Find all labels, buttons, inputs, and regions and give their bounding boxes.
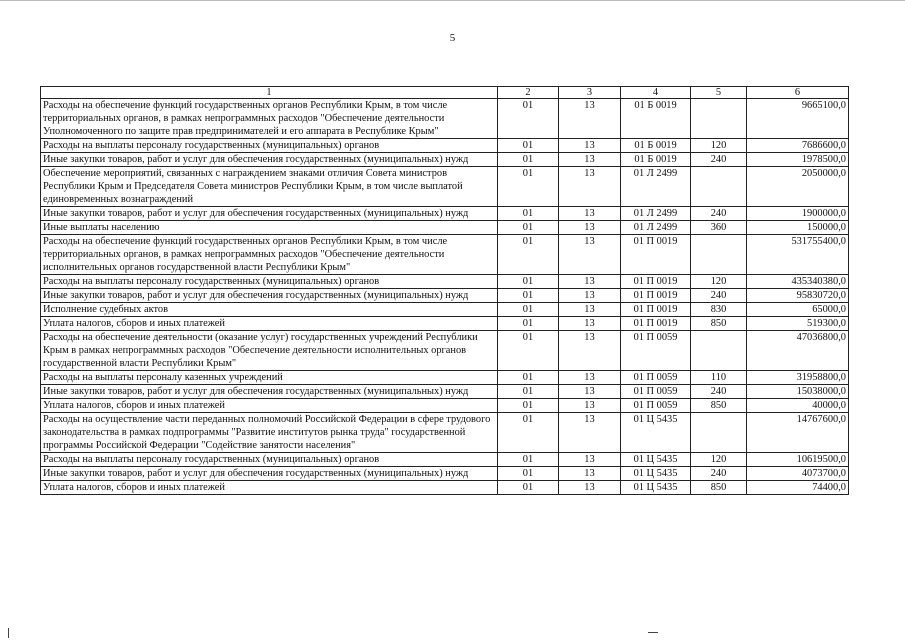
table-row: [41, 153, 849, 167]
cell-subsection: 13: [559, 453, 621, 467]
cell-expense-name: Расходы на выплаты персоналу государственных (муниципальных) органов: [41, 453, 498, 467]
table-row: [41, 207, 849, 221]
cell-subsection: 13: [559, 481, 621, 495]
header-col-3: 3: [559, 87, 621, 99]
cell-expense-type: 240: [691, 385, 747, 399]
header-col-4: 4: [621, 87, 691, 99]
cell-expense-type: [691, 99, 747, 139]
cell-amount: 47036800,0: [747, 331, 849, 371]
cell-target-article: 01 Ц 5435: [621, 467, 691, 481]
header-col-6: 6: [747, 87, 849, 99]
cell-section: 01: [498, 303, 559, 317]
cell-target-article: 01 Б 0019: [621, 99, 691, 139]
cell-expense-type: 120: [691, 453, 747, 467]
cell-expense-name: Обеспечение мероприятий, связанных с награждением знаками отличия Совета министров Республики Крым и Председателя Совета министров Республики Крым, в том числе выплатой единовременных вознаграждений: [41, 167, 498, 207]
cell-expense-name: Расходы на выплаты персоналу государственных (муниципальных) органов: [41, 275, 498, 289]
cell-expense-type: [691, 235, 747, 275]
page-number: 5: [449, 32, 456, 44]
cell-amount: 519300,0: [747, 317, 849, 331]
cell-expense-name: Иные закупки товаров, работ и услуг для обеспечения государственных (муниципальных) нужд: [41, 385, 498, 399]
cell-subsection: 13: [559, 235, 621, 275]
cell-amount: 65000,0: [747, 303, 849, 317]
cell-expense-name: Расходы на выплаты персоналу казенных учреждений: [41, 371, 498, 385]
cell-subsection: 13: [559, 153, 621, 167]
cell-section: 01: [498, 153, 559, 167]
cell-amount: 74400,0: [747, 481, 849, 495]
cell-amount: 95830720,0: [747, 289, 849, 303]
cell-amount: 40000,0: [747, 399, 849, 413]
cell-section: 01: [498, 235, 559, 275]
cell-expense-type: 360: [691, 221, 747, 235]
cell-target-article: 01 Л 2499: [621, 167, 691, 207]
cell-section: 01: [498, 275, 559, 289]
cell-expense-name: Уплата налогов, сборов и иных платежей: [41, 399, 498, 413]
cell-amount: 7686600,0: [747, 139, 849, 153]
cell-expense-name: Уплата налогов, сборов и иных платежей: [41, 481, 498, 495]
table-row: [41, 221, 849, 235]
table-row: [41, 399, 849, 413]
cell-amount: 4073700,0: [747, 467, 849, 481]
table-row: [41, 289, 849, 303]
cell-expense-type: 240: [691, 207, 747, 221]
cell-section: 01: [498, 399, 559, 413]
scan-mark-bottom-right: [648, 632, 658, 633]
cell-amount: 14767600,0: [747, 413, 849, 453]
cell-section: 01: [498, 481, 559, 495]
table-row: [41, 371, 849, 385]
cell-target-article: 01 П 0059: [621, 399, 691, 413]
header-col-5: 5: [691, 87, 747, 99]
cell-subsection: 13: [559, 221, 621, 235]
table-row: [41, 413, 849, 453]
cell-section: 01: [498, 371, 559, 385]
cell-section: 01: [498, 453, 559, 467]
cell-target-article: 01 Л 2499: [621, 221, 691, 235]
cell-expense-name: Расходы на осуществление части переданных полномочий Российской Федерации в сфере трудового законодательства в рамках подпрограммы "Развитие институтов рынка труда" государственной программы Российской Федерации "Содействие занятости населения": [41, 413, 498, 453]
cell-section: 01: [498, 167, 559, 207]
cell-subsection: 13: [559, 371, 621, 385]
table-row: [41, 167, 849, 207]
cell-amount: 435340380,0: [747, 275, 849, 289]
cell-expense-name: Расходы на выплаты персоналу государственных (муниципальных) органов: [41, 139, 498, 153]
cell-section: 01: [498, 221, 559, 235]
cell-target-article: 01 П 0059: [621, 385, 691, 399]
cell-section: 01: [498, 99, 559, 139]
cell-expense-name: Расходы на обеспечение функций государственных органов Республики Крым, в том числе территориальных органов, в рамках непрограммных расходов "Обеспечение деятельности Уполномоченного по защите прав предпринимателей и его аппарата в Республике Крым": [41, 99, 498, 139]
cell-subsection: 13: [559, 99, 621, 139]
table-body: [41, 99, 849, 495]
cell-amount: 1900000,0: [747, 207, 849, 221]
cell-expense-type: 240: [691, 289, 747, 303]
table-row: [41, 453, 849, 467]
cell-expense-type: 240: [691, 467, 747, 481]
table-row: [41, 467, 849, 481]
cell-subsection: 13: [559, 289, 621, 303]
cell-expense-name: Иные закупки товаров, работ и услуг для обеспечения государственных (муниципальных) нужд: [41, 289, 498, 303]
cell-expense-type: 110: [691, 371, 747, 385]
cell-section: 01: [498, 207, 559, 221]
cell-section: 01: [498, 331, 559, 371]
cell-expense-type: 120: [691, 139, 747, 153]
scan-mark-bottom-left: [8, 628, 9, 638]
table-row: [41, 139, 849, 153]
cell-subsection: 13: [559, 413, 621, 453]
cell-section: 01: [498, 467, 559, 481]
cell-target-article: 01 П 0059: [621, 331, 691, 371]
cell-section: 01: [498, 317, 559, 331]
cell-expense-type: 850: [691, 399, 747, 413]
cell-section: 01: [498, 139, 559, 153]
cell-subsection: 13: [559, 207, 621, 221]
cell-target-article: 01 П 0019: [621, 317, 691, 331]
cell-amount: 9665100,0: [747, 99, 849, 139]
cell-subsection: 13: [559, 331, 621, 371]
cell-target-article: 01 Ц 5435: [621, 453, 691, 467]
cell-target-article: 01 Б 0019: [621, 153, 691, 167]
table-row: [41, 331, 849, 371]
cell-amount: 15038000,0: [747, 385, 849, 399]
cell-amount: 31958800,0: [747, 371, 849, 385]
cell-target-article: 01 П 0019: [621, 235, 691, 275]
cell-subsection: 13: [559, 399, 621, 413]
cell-expense-type: 120: [691, 275, 747, 289]
cell-subsection: 13: [559, 385, 621, 399]
cell-amount: 2050000,0: [747, 167, 849, 207]
table-row: [41, 481, 849, 495]
cell-subsection: 13: [559, 275, 621, 289]
header-col-2: 2: [498, 87, 559, 99]
scan-line-top: [0, 0, 905, 1]
cell-expense-name: Иные выплаты населению: [41, 221, 498, 235]
cell-section: 01: [498, 289, 559, 303]
cell-amount: 531755400,0: [747, 235, 849, 275]
header-col-1: 1: [41, 87, 498, 99]
cell-expense-type: [691, 167, 747, 207]
cell-expense-name: Уплата налогов, сборов и иных платежей: [41, 317, 498, 331]
table-row: [41, 235, 849, 275]
cell-expense-name: Иные закупки товаров, работ и услуг для обеспечения государственных (муниципальных) нужд: [41, 207, 498, 221]
table-row: [41, 385, 849, 399]
cell-expense-type: 830: [691, 303, 747, 317]
cell-expense-type: [691, 331, 747, 371]
cell-target-article: 01 Л 2499: [621, 207, 691, 221]
cell-subsection: 13: [559, 139, 621, 153]
cell-amount: 1978500,0: [747, 153, 849, 167]
cell-expense-type: 850: [691, 481, 747, 495]
cell-section: 01: [498, 385, 559, 399]
cell-subsection: 13: [559, 317, 621, 331]
cell-expense-name: Исполнение судебных актов: [41, 303, 498, 317]
table-row: [41, 303, 849, 317]
cell-amount: 10619500,0: [747, 453, 849, 467]
cell-expense-name: Иные закупки товаров, работ и услуг для обеспечения государственных (муниципальных) нужд: [41, 467, 498, 481]
cell-target-article: 01 П 0019: [621, 275, 691, 289]
cell-target-article: 01 Ц 5435: [621, 481, 691, 495]
table-row: [41, 275, 849, 289]
cell-subsection: 13: [559, 303, 621, 317]
cell-section: 01: [498, 413, 559, 453]
cell-subsection: 13: [559, 167, 621, 207]
cell-expense-type: [691, 413, 747, 453]
budget-table: [40, 86, 849, 495]
cell-target-article: 01 П 0019: [621, 289, 691, 303]
cell-target-article: 01 Ц 5435: [621, 413, 691, 453]
cell-expense-name: Иные закупки товаров, работ и услуг для обеспечения государственных (муниципальных) нужд: [41, 153, 498, 167]
cell-expense-type: 240: [691, 153, 747, 167]
header-row: [41, 87, 849, 99]
cell-target-article: 01 П 0059: [621, 371, 691, 385]
cell-expense-name: Расходы на обеспечение деятельности (оказание услуг) государственных учреждений Республики Крым в рамках непрограммных расходов "Обеспечение деятельности исполнительных органов государственной власти Республики Крым": [41, 331, 498, 371]
table-row: [41, 317, 849, 331]
cell-subsection: 13: [559, 467, 621, 481]
table-row: [41, 99, 849, 139]
cell-expense-type: 850: [691, 317, 747, 331]
cell-target-article: 01 П 0019: [621, 303, 691, 317]
cell-expense-name: Расходы на обеспечение функций государственных органов Республики Крым, в том числе территориальных органов, в рамках непрограммных расходов "Обеспечение деятельности исполнительных органов государственной власти Республики Крым": [41, 235, 498, 275]
cell-amount: 150000,0: [747, 221, 849, 235]
cell-target-article: 01 Б 0019: [621, 139, 691, 153]
